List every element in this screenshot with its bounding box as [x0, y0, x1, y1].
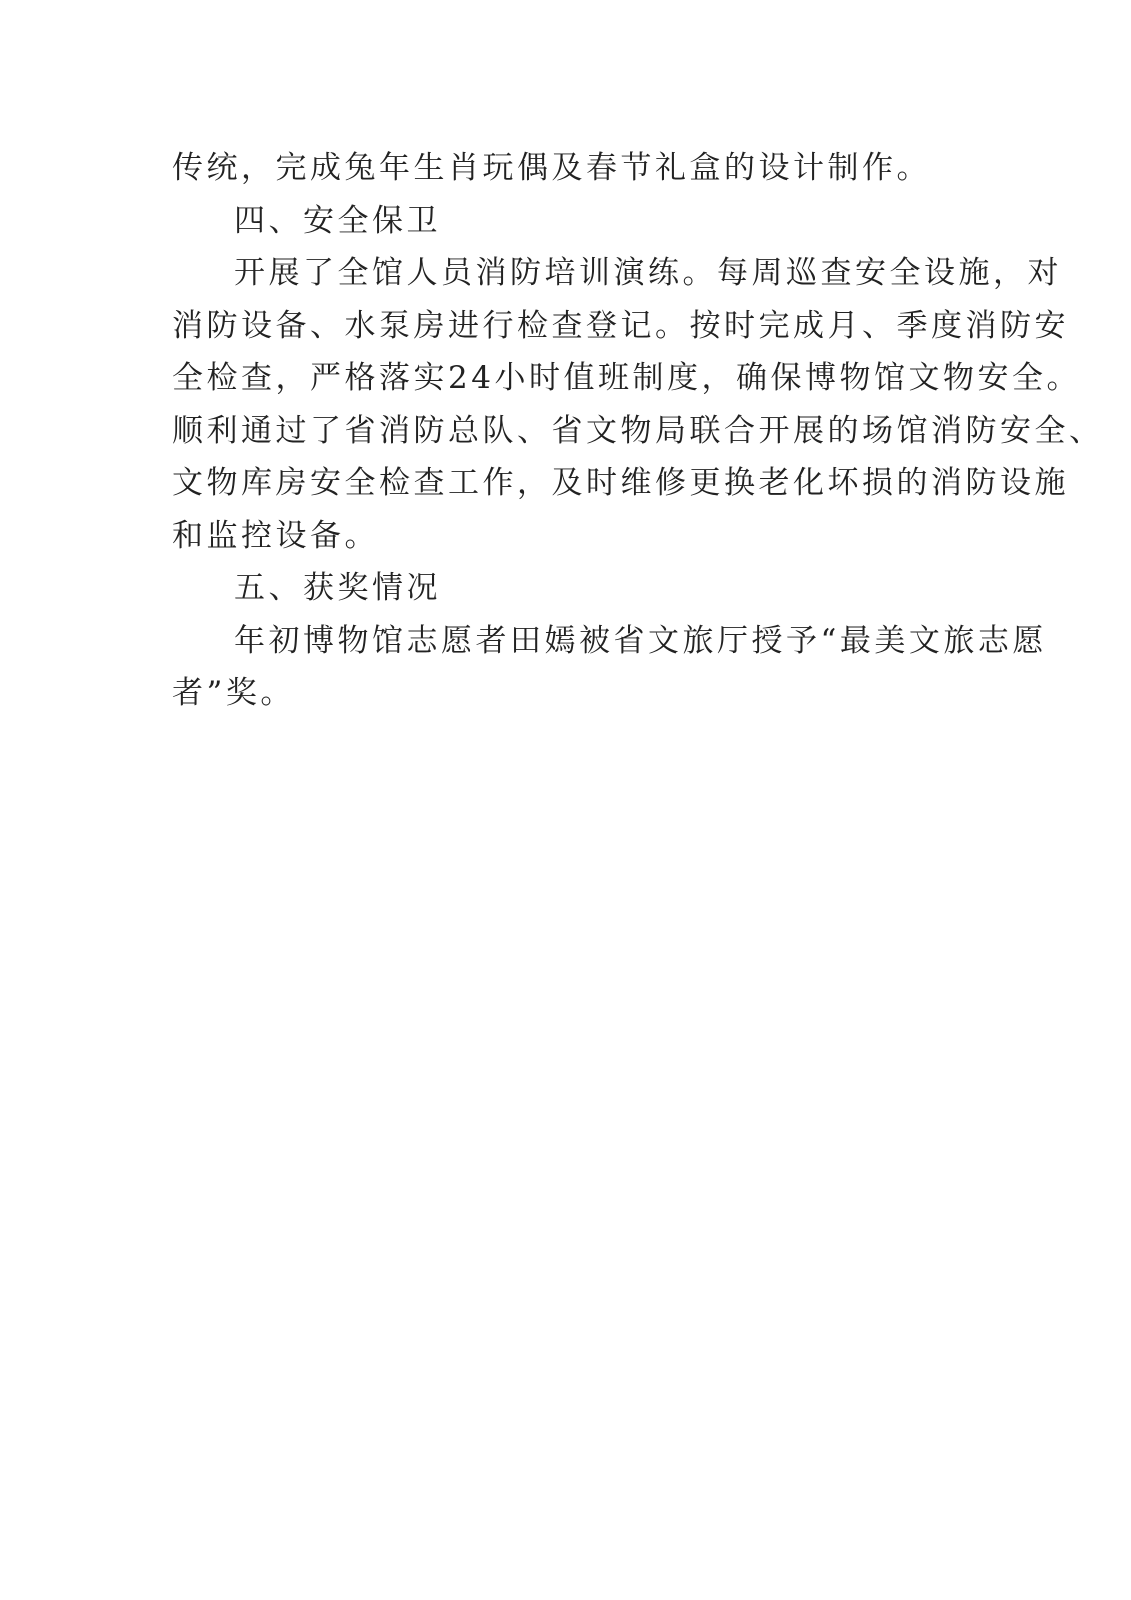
paragraph-line: 年初博物馆志愿者田嫣被省文旅厅授予“最美文旅志愿	[234, 622, 1047, 659]
paragraph-line: 文物库房安全检查工作，及时维修更换老化坏损的消防设施	[172, 465, 1069, 501]
paragraph-line: 顺利通过了省消防总队、省文物局联合开展的场馆消防安全、	[172, 412, 1104, 449]
paragraph-line: 开展了全馆人员消防培训演练。每周巡查安全设施，对	[234, 255, 1062, 291]
paragraph-line: 和监控设备。	[172, 517, 379, 554]
paragraph-line: 全检查，严格落实24小时值班制度，确保博物馆文物安全。	[172, 360, 1081, 396]
paragraph-line: 者”奖。	[172, 675, 295, 711]
document-body	[172, 142, 1104, 720]
paragraph-continuation: 传统，完成兔年生肖玩偶及春节礼盒的设计制作。	[172, 150, 931, 186]
section-heading-security: 四、安全保卫	[234, 202, 441, 239]
section-heading-awards: 五、获奖情况	[234, 570, 441, 606]
paragraph-line: 消防设备、水泵房进行检查登记。按时完成月、季度消防安	[172, 307, 1069, 344]
